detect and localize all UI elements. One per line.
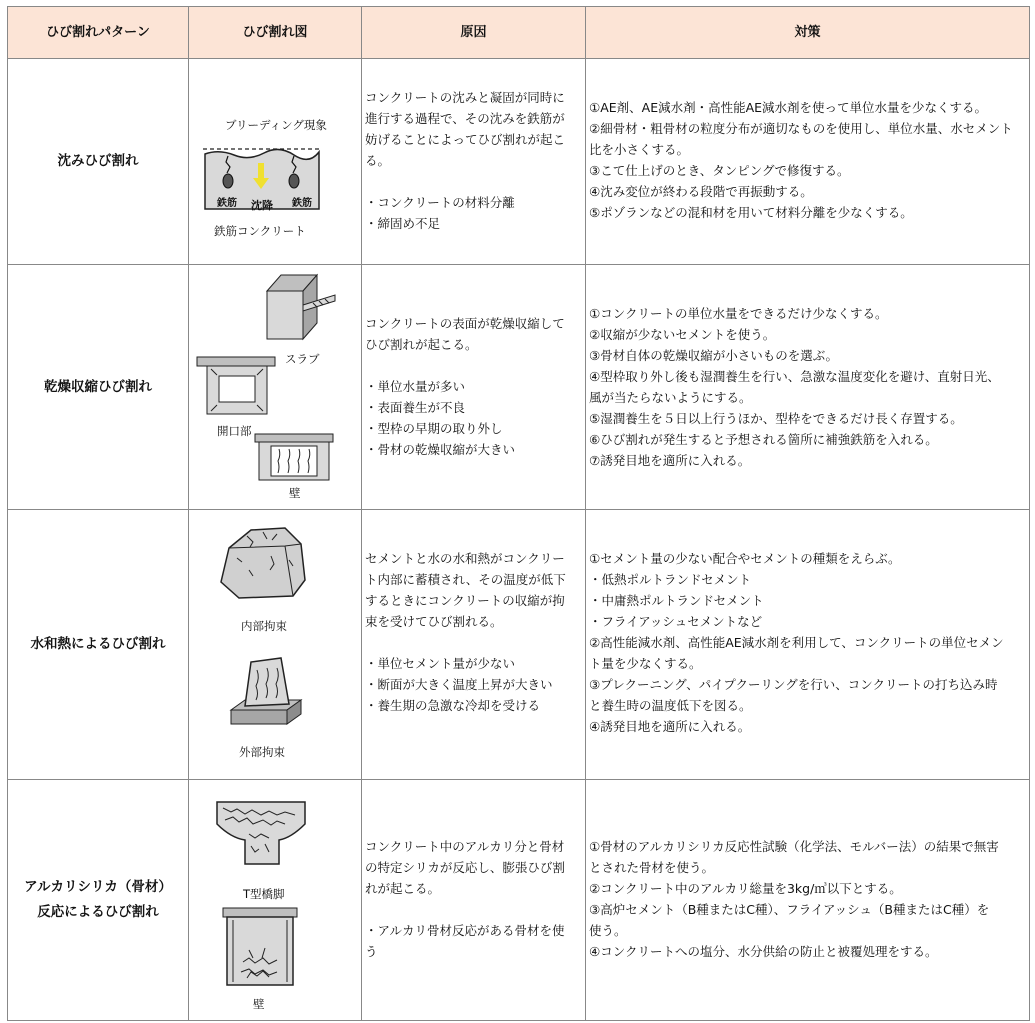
cause-line: ・コンクリートの材料分離 <box>365 195 515 210</box>
cause-line: ト内部に蓄積され、その温度が低下 <box>365 572 566 587</box>
pattern-label: 反応によるひび割れ <box>37 904 159 920</box>
cause-cell <box>362 265 586 510</box>
crack-table <box>7 6 1030 1021</box>
measure-line: 風が当たらないようにする。 <box>589 390 752 405</box>
drying-shrinkage-figure <box>189 265 362 509</box>
cause-line <box>365 355 581 376</box>
cause-line: ・アルカリ骨材反応がある骨材を使 <box>365 923 565 938</box>
cause-line: セメントと水の水和熱がコンクリー <box>365 551 565 566</box>
cause-cell <box>362 59 586 265</box>
measure-line: ⑤ポゾランなどの混和材を用いて材料分離を少なくする。 <box>589 205 913 220</box>
measure-line: 使う。 <box>589 923 627 938</box>
header-figure: ひび割れ図 <box>189 7 362 59</box>
table-row <box>8 510 1030 780</box>
table-row <box>8 59 1030 265</box>
cause-line: コンクリートの沈みと凝固が同時に <box>365 90 565 105</box>
measure-line: ・低熱ポルトランドセメント <box>589 572 752 587</box>
cause-line: コンクリートの表面が乾燥収縮して <box>365 316 565 331</box>
measure-line: ①骨材のアルカリシリカ反応性試験（化学法、モルバー法）の結果で無害 <box>589 839 999 854</box>
measure-line: ④誘発目地を適所に入れる。 <box>589 719 751 734</box>
figure-label: 鉄筋コンクリート <box>214 224 306 238</box>
cause-line: ・骨材の乾燥収縮が大きい <box>365 442 516 457</box>
measure-line: ③こて仕上げのとき、タンピングで修復する。 <box>589 163 850 178</box>
cause-cell <box>362 780 586 1021</box>
figure-cell <box>189 59 362 265</box>
pattern-label: 水和熱によるひび割れ <box>30 636 166 652</box>
pattern-cell <box>8 510 189 780</box>
measure-line: ト量を少なくする。 <box>589 656 702 671</box>
header-row <box>8 7 1030 59</box>
measure-line: とされた骨材を使う。 <box>589 860 715 875</box>
measure-line: ④型枠取り外し後も湿潤養生を行い、急激な温度変化を避け、直射日光、 <box>589 369 1000 384</box>
figure-label: 外部拘束 <box>239 745 285 759</box>
pattern-cell <box>8 265 189 510</box>
measure-line: ・フライアッシュセメントなど <box>589 614 763 629</box>
cause-line: ひび割れが起こる。 <box>365 337 478 352</box>
cause-line <box>365 899 581 920</box>
figure-cell <box>189 780 362 1021</box>
measure-line: ①セメント量の少ない配合やセメントの種類をえらぶ。 <box>589 551 901 566</box>
measure-line: ③高炉セメント（B種またはC種）、フライアッシュ（B種またはC種）を <box>589 902 990 917</box>
figure-cell <box>189 265 362 510</box>
figure-cell <box>189 510 362 780</box>
measure-line: ④コンクリートへの塩分、水分供給の防止と被覆処理をする。 <box>589 944 938 959</box>
header-pattern: ひび割れパターン <box>8 7 189 59</box>
header-cause: 原因 <box>362 7 586 59</box>
pattern-label: アルカリシリカ（骨材） <box>24 879 172 895</box>
measure-line: ①AE剤、AE減水剤・高性能AE減水剤を使って単位水量を少なくする。 <box>589 100 988 115</box>
header-measures: 対策 <box>586 7 1030 59</box>
figure-label: 壁 <box>253 997 265 1011</box>
cause-line: ・養生期の急激な冷却を受ける <box>365 698 541 713</box>
cause-line: ・締固め不足 <box>365 216 441 231</box>
cause-line: の特定シリカが反応し、膨張ひび割 <box>365 860 565 875</box>
cause-line: 妨げることによってひび割れが起こ <box>365 132 566 147</box>
figure-label: 沈降 <box>251 199 273 212</box>
measure-line: ①コンクリートの単位水量をできるだけ少なくする。 <box>589 306 888 321</box>
pattern-label: 乾燥収縮ひび割れ <box>44 378 152 395</box>
pattern-label: 沈みひび割れ <box>57 153 139 169</box>
cause-line: う <box>365 944 378 959</box>
measure-line: ②コンクリート中のアルカリ総量を3kg/㎥以下とする。 <box>589 881 902 896</box>
measures-cell <box>586 265 1030 510</box>
measure-line: ・中庸熱ポルトランドセメント <box>589 593 764 608</box>
measure-line: ③骨材自体の乾燥収縮が小さいものを選ぶ。 <box>589 348 838 363</box>
cause-line: ・型枠の早期の取り外し <box>365 421 503 436</box>
figure-label: 鉄筋 <box>217 198 237 209</box>
cause-cell <box>362 510 586 780</box>
cause-line: するときにコンクリートの収縮が拘 <box>365 593 565 608</box>
cause-line: ・単位セメント量が少ない <box>365 656 516 671</box>
measure-line: ②高性能減水剤、高性能AE減水剤を利用して、コンクリートの単位セメン <box>589 635 1004 650</box>
figure-label: 内部拘束 <box>241 619 287 633</box>
measures-cell <box>586 510 1030 780</box>
measure-line: ⑤湿潤養生を５日以上行うほか、型枠をできるだけ長く存置する。 <box>589 411 963 426</box>
cause-line: 進行する過程で、その沈みを鉄筋が <box>365 111 565 126</box>
measure-line: ②収縮が少ないセメントを使う。 <box>589 327 776 342</box>
cause-line <box>365 632 581 653</box>
cause-line: コンクリート中のアルカリ分と骨材 <box>365 839 565 854</box>
table-row <box>8 780 1030 1021</box>
measures-cell <box>586 59 1030 265</box>
measure-line: ⑦誘発目地を適所に入れる。 <box>589 453 751 468</box>
cause-line: ・表面養生が不良 <box>365 400 466 415</box>
cause-line <box>365 171 581 192</box>
figure-label: 鉄筋 <box>292 198 312 209</box>
measure-line: ⑥ひび割れが発生すると予想される箇所に補強鉄筋を入れる。 <box>589 432 938 447</box>
cause-line: る。 <box>365 153 391 168</box>
measure-line: と養生時の温度低下を図る。 <box>589 698 752 713</box>
measure-line: ④沈み変位が終わる段階で再振動する。 <box>589 184 813 199</box>
hydration-heat-figure <box>189 510 362 779</box>
cause-line: 束を受けてひび割れる。 <box>365 614 503 629</box>
figure-label: T型橋脚 <box>243 887 285 901</box>
figure-label: ブリーディング現象 <box>225 118 327 132</box>
measures-cell <box>586 780 1030 1021</box>
measure-line: ③プレクーニング、パイプクーリングを行い、コンクリートの打ち込み時 <box>589 677 998 692</box>
cause-line: れが起こる。 <box>365 881 441 896</box>
cause-line: ・断面が大きく温度上昇が大きい <box>365 677 553 692</box>
figure-label: 壁 <box>289 486 301 500</box>
table-row <box>8 265 1030 510</box>
measure-line: ②細骨材・粗骨材の粒度分布が適切なものを使用し、単位水量、水セメント <box>589 121 1013 136</box>
measure-line: 比を小さくする。 <box>589 142 690 157</box>
cause-line: ・単位水量が多い <box>365 379 466 394</box>
figure-label: スラブ <box>285 352 320 366</box>
pattern-cell <box>8 59 189 265</box>
figure-label: 開口部 <box>217 424 252 438</box>
pattern-cell <box>8 780 189 1021</box>
